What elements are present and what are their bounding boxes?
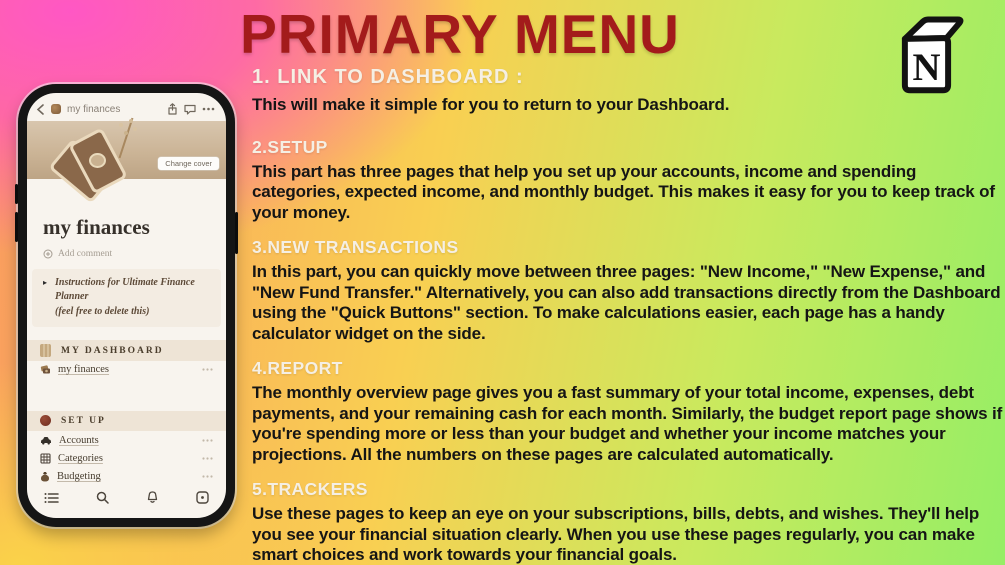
phone-volume-button <box>15 184 18 204</box>
section-heading: 3.NEW TRANSACTIONS <box>252 237 459 257</box>
row-more-options-icon[interactable] <box>202 439 213 442</box>
page-emoji-icon <box>51 104 61 114</box>
row-more-options-icon[interactable] <box>202 457 213 460</box>
app-bottom-nav <box>27 485 226 518</box>
notifications-bell-icon[interactable] <box>146 491 159 504</box>
section-setup <box>252 137 1004 224</box>
toggle-triangle-icon[interactable]: ▸ <box>43 277 48 287</box>
instructions-text: Instructions for Ultimate Finance Planner (feel free to delete this) <box>55 276 195 317</box>
app-top-bar <box>27 93 226 117</box>
setup-dot-icon <box>40 415 51 426</box>
add-comment-button[interactable] <box>43 249 226 259</box>
notion-app-screen <box>27 93 226 518</box>
list-item-label: Categories <box>58 452 103 464</box>
section-heading: 2.SETUP <box>252 136 328 157</box>
list-item-label: my finances <box>58 364 110 376</box>
comment-icon[interactable] <box>184 104 196 115</box>
list-item-label: Budgeting <box>57 470 101 482</box>
money-emoji-icon <box>40 364 51 375</box>
add-comment-label: Add comment <box>58 248 113 259</box>
section-body: The monthly overview page gives you a fast summary of your total income, expenses, debt payments, and your remaining cash for each month. Similarly, the budget report page shows if you're spending more or less than your budget and whether your income matches your projections. All the numbers on these pages are calculated automatically. <box>252 383 1003 464</box>
share-icon[interactable] <box>167 103 178 115</box>
row-more-options-icon[interactable] <box>202 475 213 478</box>
create-icon[interactable] <box>196 491 209 504</box>
list-item-label: Accounts <box>59 434 99 446</box>
section-report <box>252 358 1004 465</box>
my-dashboard-header: MY DASHBOARD <box>27 340 226 361</box>
section-heading: 5.TRACKERS <box>252 479 368 499</box>
add-comment-icon <box>43 249 53 259</box>
section-new-transactions <box>252 237 1004 344</box>
phone-power-button <box>235 212 238 254</box>
section-link-to-dashboard <box>252 66 1004 116</box>
phone-volume-button <box>15 212 18 242</box>
section-heading: 4.REPORT <box>252 358 343 378</box>
section-body: Use these pages to keep an eye on your subscriptions, bills, debts, and wishes. They'll help you see your financial situation clearly. When you use these pages regularly, you can make smart choices and work towards your financial goals. <box>252 504 980 564</box>
top-bar-title: my finances <box>67 103 121 115</box>
cover-blossom-decoration <box>119 123 123 127</box>
accounts-car-icon <box>40 436 52 445</box>
ledger-icon <box>40 344 51 357</box>
row-more-options-icon[interactable] <box>202 368 213 371</box>
search-icon[interactable] <box>96 491 109 504</box>
section-body: This will make it simple for you to return to your Dashboard. <box>252 95 730 114</box>
phone-mockup <box>18 84 235 527</box>
instructions-toggle-block[interactable] <box>32 269 221 328</box>
back-chevron-icon[interactable] <box>36 104 45 115</box>
poster-title: PRIMARY MENU <box>240 3 680 65</box>
notion-logo-letter: N <box>912 45 941 89</box>
set-up-header: SET UP <box>27 411 226 432</box>
list-item-categories[interactable] <box>27 449 226 467</box>
list-item-accounts[interactable] <box>27 431 226 449</box>
more-options-icon[interactable] <box>202 107 215 111</box>
section-body: In this part, you can quickly move between three pages: "New Income," "New Expense," and "New Fund Transfer." Alternatively, you can also add transactions directly from the Dashboard using the "Quick Buttons" section. To make calculations easier, each page has a handy calculator widget on the side. <box>252 262 1001 343</box>
page-cover-image <box>27 121 226 178</box>
change-cover-button[interactable]: Change cover <box>158 157 219 170</box>
list-item-my-finances[interactable] <box>27 361 226 379</box>
list-icon[interactable] <box>44 492 59 504</box>
section-trackers <box>252 479 1004 565</box>
categories-grid-icon <box>40 453 51 464</box>
menu-description <box>252 66 1004 565</box>
section-body: This part has three pages that help you set up your accounts, income and spending categories, expected income, and monthly budget. This makes it easy for you to keep track of your money. <box>252 161 995 222</box>
notion-page-title: my finances <box>43 214 150 239</box>
list-item-budgeting[interactable] <box>27 467 226 485</box>
section-heading: 1. LINK TO DASHBOARD : <box>252 66 524 88</box>
budgeting-bag-icon <box>40 471 50 482</box>
